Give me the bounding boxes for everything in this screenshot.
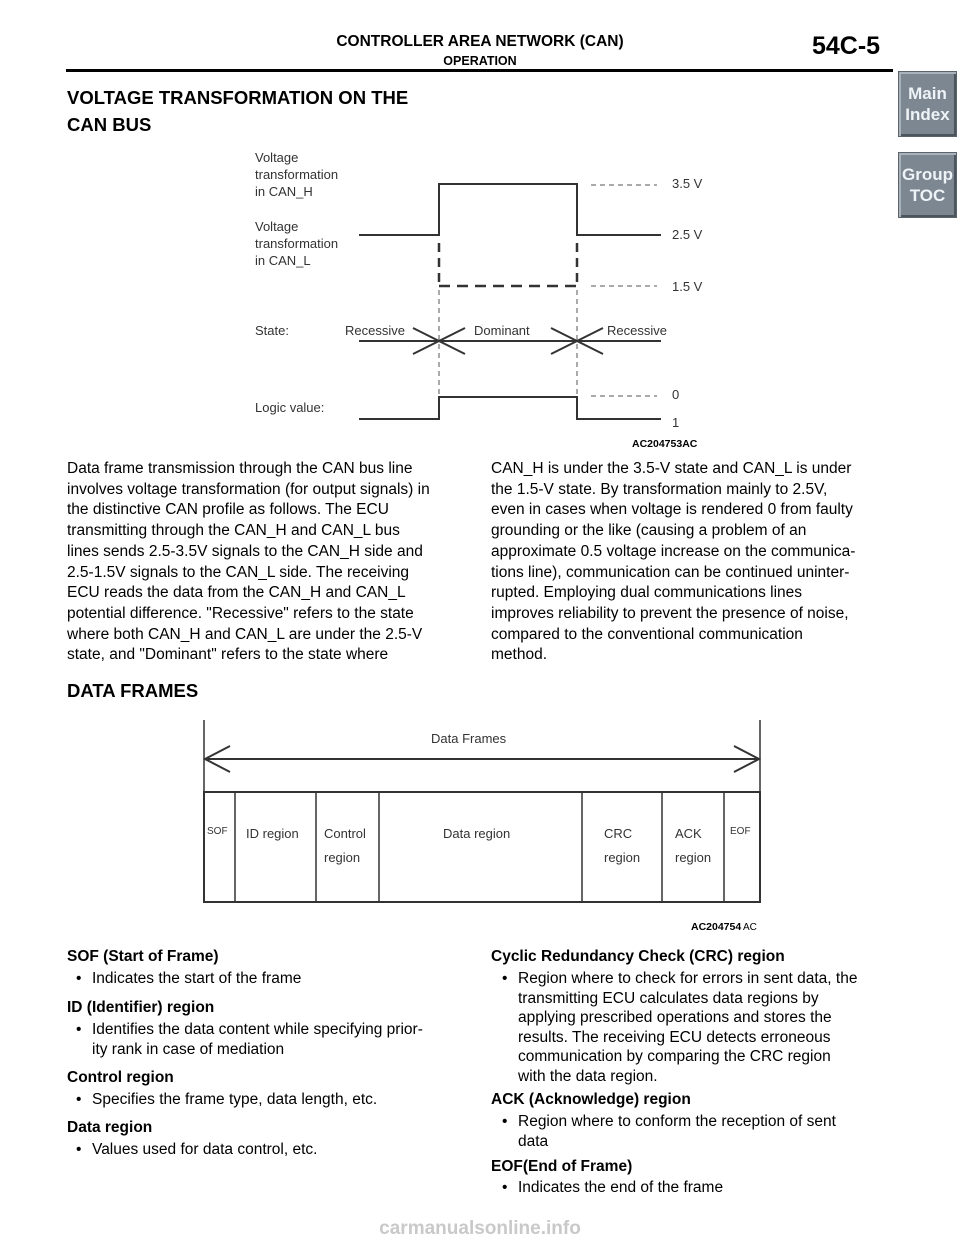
body-right-line: method. [491,646,548,664]
def-eof-title: EOF(End of Frame) [491,1158,633,1175]
canh-waveform [359,184,661,235]
page-header-subtitle: OPERATION [443,54,517,68]
def-data-text: Values used for data control, etc. [92,1141,318,1158]
body-right-line: rupted. Employing dual communications lines [491,584,803,602]
segment-crc-2: region [604,850,641,865]
figure1-code: AC204753AC [632,438,698,450]
def-ack-item [502,1112,836,1151]
def-data-title: Data region [67,1119,153,1136]
body-left-line: involves voltage transformation (for output signals) in [67,480,430,498]
segment-crc-1: CRC [604,826,633,841]
segment-ack-1: ACK [675,826,702,841]
body-right-line: the 1.5-V state. By transformation mainly to 2.5V, [491,480,828,498]
segment-eof: EOF [730,826,751,837]
def-eof-item [502,1178,724,1198]
voltage-label-3-5: 3.5 V [672,176,703,191]
body-left-line: where both CAN_H and CAN_L are under the 2.5-V [67,625,423,643]
body-left-column [67,459,430,666]
voltage-transformation-diagram [0,0,960,460]
def-control-item [76,1090,378,1110]
def-id-item [76,1020,423,1059]
body-left-line: potential difference. "Recessive" refers to the state [67,604,414,622]
figure2-code: AC204754 [691,921,742,933]
def-ack-text: Region where to conform the reception of sent [518,1113,836,1130]
segment-sof: SOF [207,826,228,837]
def-ack-text: data [518,1132,549,1150]
def-crc-title: Cyclic Redundancy Check (CRC) region [491,948,785,965]
bullet: • [76,1091,82,1108]
body-right-line: compared to the conventional communication [491,625,803,643]
footer-watermark: carmanualsonline.info [379,1218,581,1239]
body-right-line: approximate 0.5 voltage increase on the communica- [491,542,856,560]
state-dominant: Dominant [474,323,530,338]
def-data-item [76,1140,318,1160]
def-id-text: Identifies the data content while specifying prior- [92,1021,423,1038]
figure2-code-suffix: AC [743,922,757,933]
label-canl-2: transformation [255,236,339,251]
def-control-title: Control region [67,1069,174,1086]
page-number: 54C-5 [812,32,881,60]
segment-control-2: region [324,850,361,865]
body-right-column [491,459,855,666]
state-recessive-right: Recessive [607,323,667,338]
def-id-title: ID (Identifier) region [67,999,215,1016]
def-crc-text: transmitting ECU calculates data regions by [518,989,819,1007]
voltage-label-2-5: 2.5 V [672,227,703,242]
def-crc-text: Region where to check for errors in sent data, the [518,970,858,987]
logic-value-0: 0 [672,387,680,402]
label-canl-3: in CAN_L [255,253,311,268]
segment-control-1: Control [324,826,366,841]
def-ack-title: ACK (Acknowledge) region [491,1091,691,1108]
body-left-line: 2.5-1.5V signals to the CAN_L side. The receiving [67,563,410,581]
logic-waveform [359,397,661,419]
state-recessive-left: Recessive [345,323,405,338]
bullet: • [502,1179,508,1196]
body-right-line: grounding or the like (causing a problem of an [491,522,807,540]
main-index-label-1: Main [908,84,947,103]
body-right-line: improves reliability to prevent the presence of noise, [491,604,849,622]
segment-data-region: Data region [443,826,511,841]
bullet: • [76,1141,82,1158]
body-right-line: CAN_H is under the 3.5-V state and CAN_L is under [491,460,852,477]
def-crc-item [502,969,858,1086]
label-canl-1: Voltage [255,219,299,234]
body-left-line: Data frame transmission through the CAN bus line [67,460,413,477]
logic-value-1: 1 [672,415,680,430]
body-left-line: state, and "Dominant" refers to the state where [67,646,389,664]
def-sof-item [76,969,302,989]
state-label: State: [255,323,289,338]
frame-box [204,792,760,902]
def-control-text: Specifies the frame type, data length, etc. [92,1091,378,1108]
bullet: • [502,970,508,987]
voltage-label-1-5: 1.5 V [672,279,703,294]
body-left-line: the distinctive CAN profile as follows. The ECU [67,501,389,519]
def-crc-text: communication by comparing the CRC region [518,1048,831,1065]
bullet: • [502,1113,508,1130]
logic-label: Logic value: [255,400,325,415]
group-toc-label-1: Group [902,165,953,184]
body-right-line: even in cases when voltage is rendered 0 from faulty [491,501,853,519]
segment-id-region: ID region [246,826,299,841]
def-eof-text: Indicates the end of the frame [518,1179,724,1196]
label-canh-1: Voltage [255,150,299,165]
def-sof-title: SOF (Start of Frame) [67,948,219,965]
label-canh-3: in CAN_H [255,184,313,199]
def-sof-text: Indicates the start of the frame [92,970,302,987]
page-header-title: CONTROLLER AREA NETWORK (CAN) [336,33,624,50]
section-heading-line-1: VOLTAGE TRANSFORMATION ON THE [67,87,409,108]
group-toc-label-2: TOC [909,186,946,205]
def-id-text: ity rank in case of mediation [92,1040,285,1058]
body-left-line: transmitting through the CAN_H and CAN_L bus [67,522,400,540]
bullet: • [76,1021,82,1038]
body-left-line: lines sends 2.5-3.5V signals to the CAN_H side and [67,542,423,560]
body-left-line: ECU reads the data from the CAN_H and CAN_L [67,584,406,602]
main-index-label-2: Index [905,105,950,124]
data-frames-diagram [0,700,960,940]
bullet: • [76,970,82,987]
label-canh-2: transformation [255,167,339,182]
data-frames-title: Data Frames [431,731,507,746]
section-heading-data-frames: DATA FRAMES [67,680,199,701]
def-crc-text: results. The receiving ECU detects erroneous [518,1028,831,1046]
section-heading-line-2: CAN BUS [67,114,152,135]
def-crc-text: with the data region. [518,1067,658,1085]
def-crc-text: applying prescribed operations and stores the [518,1009,832,1026]
body-right-line: tions line), communication can be continued uninter- [491,563,850,581]
segment-ack-2: region [675,850,712,865]
